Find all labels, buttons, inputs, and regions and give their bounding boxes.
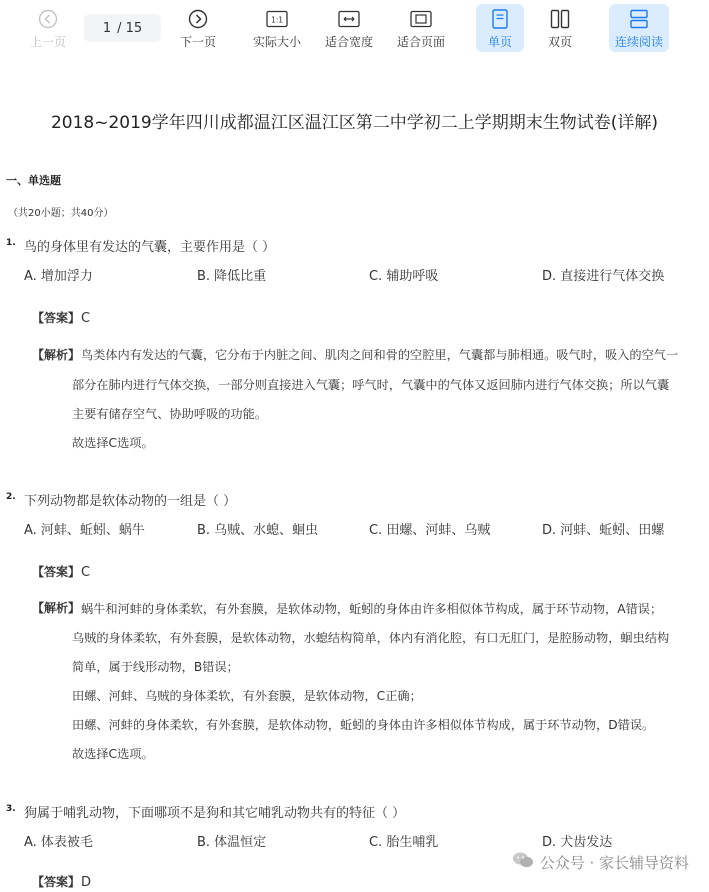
analysis-line: 蜗牛和河蚌的身体柔软，有外套膜，是软体动物，蚯蚓的身体由许多相似体节构成，属于环节动物，A错误；	[81, 602, 663, 616]
watermark	[512, 851, 689, 873]
fit-page-icon	[410, 8, 432, 30]
single-page-label: 单页	[487, 35, 512, 49]
answer-label: 【答案】	[32, 875, 81, 889]
question-number: 1.	[6, 238, 16, 248]
prev-page-label: 上一页	[29, 35, 66, 49]
wechat-icon	[512, 851, 534, 873]
option-c: C. 辅助呼吸	[369, 269, 439, 284]
option-a: A. 河蚌、蚯蚓、蜗牛	[24, 523, 145, 538]
question-text: 鸟的身体里有发达的气囊，主要作用是（ ）	[24, 240, 276, 255]
next-page-label: 下一页	[179, 35, 216, 49]
analysis-line: 乌贼的身体柔软，有外套膜，是软体动物，水螅结构简单，体内有消化腔，有口无肛门，是腔肠动物，蛔虫结构	[72, 631, 670, 645]
option-b: B. 体温恒定	[197, 835, 267, 850]
document-title: 2018~2019学年四川成都温江区温江区第二中学初二上学期期末生物试卷(详解)	[50, 113, 659, 133]
answer-label: 【答案】	[32, 311, 81, 325]
analysis-label: 【解析】	[32, 348, 81, 362]
actual-size-button[interactable]	[250, 4, 304, 52]
continuous-read-label: 连续阅读	[614, 35, 663, 49]
single-page-icon	[491, 8, 509, 30]
fit-page-button[interactable]	[394, 4, 448, 52]
analysis-line: 鸟类体内有发达的气囊，它分布于内脏之间、肌肉之间和骨的空腔里，气囊都与肺相通。吸气时，吸入的空气一	[81, 348, 679, 362]
question-text: 狗属于哺乳动物，下面哪项不是狗和其它哺乳动物共有的特征（ ）	[24, 806, 406, 821]
prev-page-button[interactable]	[26, 4, 70, 52]
analysis-line: 部分在肺内进行气体交换，一部分则直接进入气囊；呼气时，气囊中的气体又返回肺内进行气体交换；所以气囊	[72, 378, 670, 392]
option-a: A. 体表被毛	[24, 835, 93, 850]
analysis-label: 【解析】	[32, 601, 81, 615]
chevron-left-icon	[38, 8, 58, 30]
continuous-read-icon	[629, 8, 649, 30]
answer-value: C	[81, 565, 91, 580]
fit-width-icon	[338, 8, 360, 30]
page-indicator[interactable]	[84, 14, 161, 42]
analysis-line: 故选择C选项。	[72, 747, 154, 761]
viewer-toolbar	[0, 0, 709, 62]
option-d: D. 直接进行气体交换	[542, 269, 665, 284]
watermark-text: 公众号 · 家长辅导资料	[539, 853, 689, 872]
chevron-right-icon	[188, 8, 208, 30]
single-page-button[interactable]	[476, 4, 524, 52]
double-page-label: 双页	[547, 35, 572, 49]
option-d: D. 犬齿发达	[542, 835, 613, 850]
fit-width-label: 适合宽度	[324, 35, 373, 49]
actual-size-label: 实际大小	[252, 35, 301, 49]
answer-value: C	[81, 311, 91, 326]
continuous-read-button[interactable]	[609, 4, 669, 52]
option-b: B. 降低比重	[197, 269, 267, 284]
option-b: B. 乌贼、水螅、蛔虫	[197, 523, 319, 538]
double-page-button[interactable]	[538, 4, 582, 52]
question-text: 下列动物都是软体动物的一组是（ ）	[24, 494, 237, 509]
analysis-line: 故选择C选项。	[72, 436, 154, 450]
analysis-line: 主要有储存空气、协助呼吸的功能。	[72, 407, 267, 421]
answer-value: D	[81, 875, 92, 890]
actual-size-icon-text: 1:1	[270, 15, 284, 25]
analysis-line: 田螺、河蚌、乌贼的身体柔软，有外套膜，是软体动物，C正确；	[72, 689, 422, 703]
answer-label: 【答案】	[32, 565, 81, 579]
actual-size-icon	[266, 8, 288, 30]
next-page-button[interactable]	[176, 4, 220, 52]
option-c: C. 胎生哺乳	[369, 835, 439, 850]
page-current-input[interactable]: 1	[102, 20, 112, 36]
page-total: / 15	[117, 20, 143, 36]
question-number: 2.	[6, 492, 16, 502]
fit-width-button[interactable]	[322, 4, 376, 52]
option-d: D. 河蚌、蚯蚓、田螺	[542, 523, 665, 538]
analysis-line: 田螺、河蚌的身体柔软，有外套膜，是软体动物，蚯蚓的身体由许多相似体节构成，属于环节动物，D错误。	[72, 718, 655, 732]
section-title: 一、单选题	[6, 174, 61, 187]
fit-page-label: 适合页面	[396, 35, 445, 49]
section-subtitle: （共20小题；共40分）	[8, 208, 114, 219]
option-c: C. 田螺、河蚌、乌贼	[369, 523, 491, 538]
question-number: 3.	[6, 804, 16, 814]
double-page-icon	[550, 8, 570, 30]
option-a: A. 增加浮力	[24, 269, 93, 284]
analysis-line: 简单，属于线形动物，B错误；	[72, 660, 239, 674]
